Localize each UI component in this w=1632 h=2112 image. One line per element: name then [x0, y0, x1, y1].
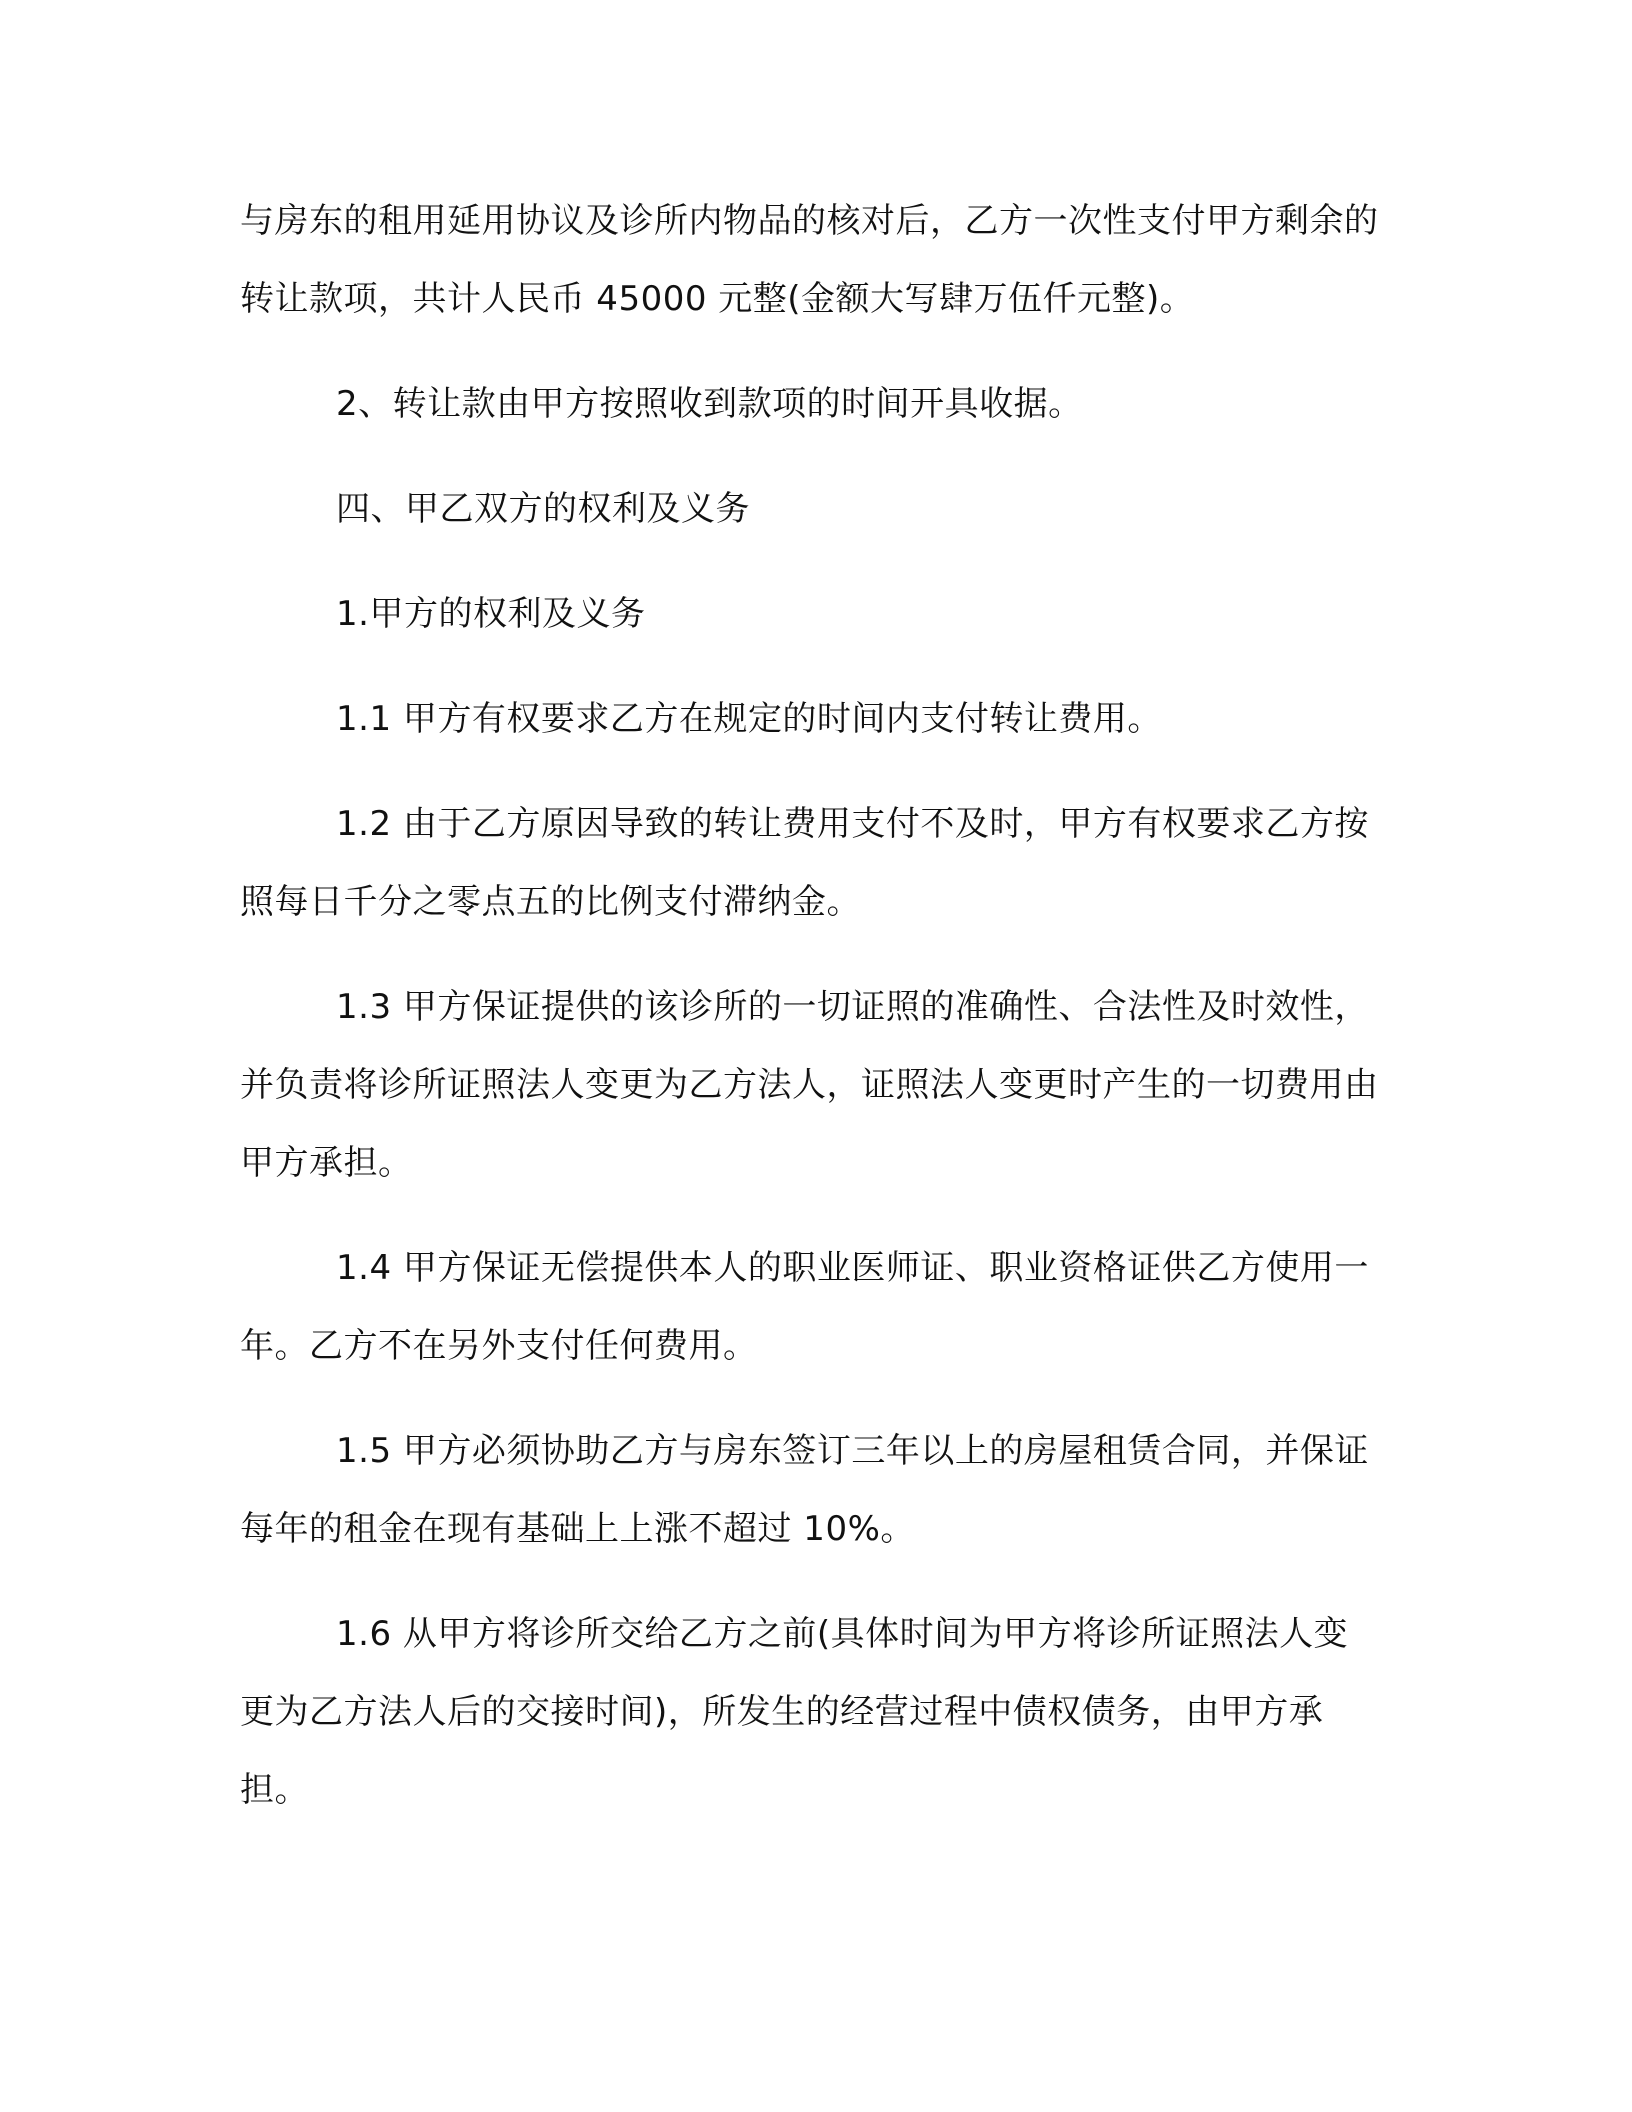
clause-1-6: 1.6 从甲方将诊所交给乙方之前(具体时间为甲方将诊所证照法人变更为乙方法人后的交接时间)，所发生的经营过程中债权债务，由甲方承担。	[240, 1614, 1349, 1810]
clause-1-1: 1.1 甲方有权要求乙方在规定的时间内支付转让费用。	[336, 699, 1162, 739]
subsection-heading-party-a: 1.甲方的权利及义务	[336, 594, 646, 634]
clause-1-4: 1.4 甲方保证无偿提供本人的职业医师证、职业资格证供乙方使用一年。乙方不在另外支付任何费用。	[240, 1248, 1369, 1366]
section-heading-rights-obligations: 四、甲乙双方的权利及义务	[336, 489, 750, 529]
clause-1-2: 1.2 由于乙方原因导致的转让费用支付不及时，甲方有权要求乙方按照每日千分之零点五的比例支付滞纳金。	[240, 804, 1369, 922]
paragraph-receipt: 2、转让款由甲方按照收到款项的时间开具收据。	[336, 384, 1083, 424]
clause-1-3: 1.3 甲方保证提供的该诊所的一切证照的准确性、合法性及时效性，并负责将诊所证照法人变更为乙方法人，证照法人变更时产生的一切费用由甲方承担。	[240, 987, 1379, 1183]
paragraph-transfer-payment: 与房东的租用延用协议及诊所内物品的核对后，乙方一次性支付甲方剩余的转让款项，共计人民币 45000 元整(金额大写肆万伍仟元整)。	[240, 201, 1379, 319]
clause-1-5: 1.5 甲方必须协助乙方与房东签订三年以上的房屋租赁合同，并保证每年的租金在现有基础上上涨不超过 10%。	[240, 1431, 1369, 1549]
document-body	[240, 182, 1380, 1856]
